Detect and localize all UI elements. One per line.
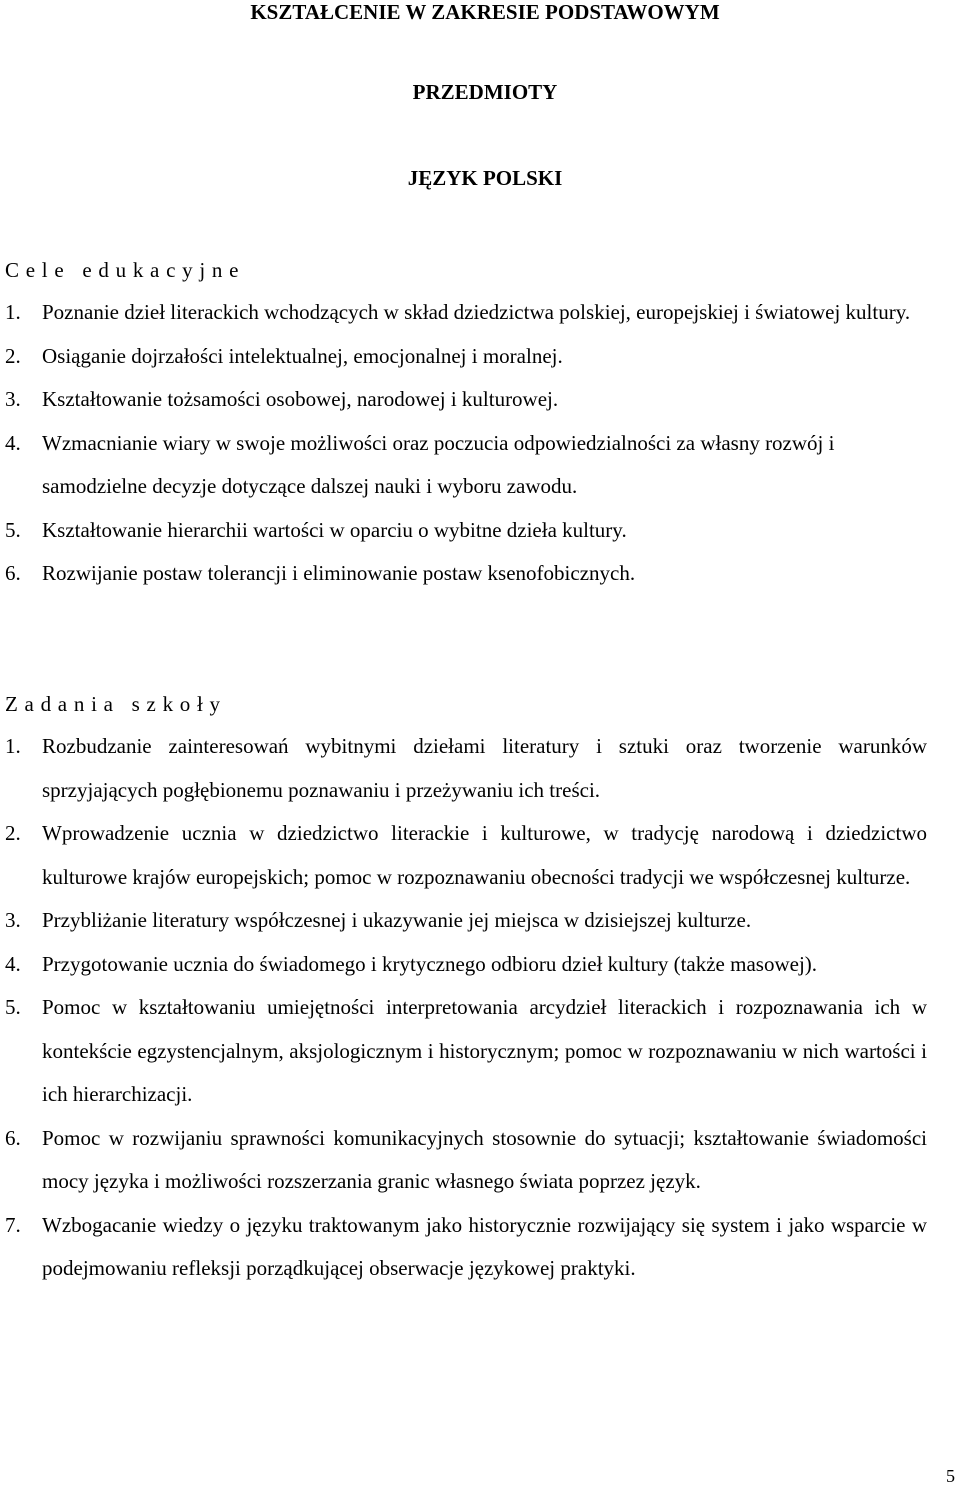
tasks-heading: Zadania szkoły bbox=[5, 692, 227, 716]
list-item bbox=[5, 725, 927, 812]
subtitle: PRZEDMIOTY bbox=[412, 80, 558, 104]
list-item bbox=[5, 552, 927, 596]
goals-heading: Cele edukacyjne bbox=[5, 258, 246, 282]
tasks-list bbox=[5, 725, 927, 1291]
item-text: Przybliżanie literatury współczesnej i ukazywanie jej miejsca w dzisiejszej kulturze. bbox=[42, 908, 752, 932]
list-item bbox=[5, 899, 927, 943]
list-item bbox=[5, 1117, 927, 1204]
list-item bbox=[5, 335, 927, 379]
item-text: Rozwijanie postaw tolerancji i eliminowanie postaw ksenofobicznych. bbox=[42, 561, 636, 585]
item-number: 3. bbox=[5, 387, 21, 411]
item-number: 2. bbox=[5, 821, 21, 845]
list-item bbox=[5, 812, 927, 899]
item-number: 6. bbox=[5, 561, 21, 585]
item-text: Kształtowanie hierarchii wartości w oparciu o wybitne dzieła kultury. bbox=[42, 517, 627, 542]
goals-list bbox=[5, 291, 927, 596]
item-number: 3. bbox=[5, 908, 21, 932]
item-number: 7. bbox=[5, 1212, 21, 1237]
list-item bbox=[5, 943, 927, 987]
item-text: Pomoc w kształtowaniu umiejętności interpretowania arcydzieł literackich i rozpoznawania ich w kontekście egzystencjalnym, aksjologicznym i historycznym; pomoc w rozpoznawaniu w nich wartości i ich hierarchizacji. bbox=[42, 995, 927, 1106]
item-text: Poznanie dzieł literackich wchodzących w skład dziedzictwa polskiej, europejskiej i światowej kultury. bbox=[42, 300, 911, 324]
item-text: Rozbudzanie zainteresowań wybitnymi dziełami literatury i sztuki oraz tworzenie warunków sprzyjających pogłębionemu poznawaniu i przeżywaniu ich treści. bbox=[42, 734, 927, 802]
main-title: KSZTAŁCENIE W ZAKRESIE PODSTAWOWYM bbox=[250, 0, 720, 24]
item-number: 1. bbox=[5, 300, 21, 324]
item-text: Wzbogacanie wiedzy o języku traktowanym jako historycznie rozwijający się system i jako wsparcie w podejmowaniu refleksji porządkującej obserwacje językowej praktyki. bbox=[42, 1212, 927, 1280]
list-item bbox=[5, 1204, 927, 1291]
item-number: 2. bbox=[5, 343, 21, 368]
item-text: Kształtowanie tożsamości osobowej, narodowej i kulturowej. bbox=[42, 387, 559, 411]
subject-title: JĘZYK POLSKI bbox=[407, 166, 563, 190]
list-item bbox=[5, 378, 927, 422]
item-number: 1. bbox=[5, 734, 21, 758]
page-number: 5 bbox=[946, 1466, 955, 1486]
item-number: 5. bbox=[5, 995, 21, 1019]
item-text: Przygotowanie ucznia do świadomego i krytycznego odbioru dzieł kultury (także masowej). bbox=[42, 951, 818, 976]
item-number: 6. bbox=[5, 1125, 21, 1150]
item-text: Pomoc w rozwijaniu sprawności komunikacyjnych stosownie do sytuacji; kształtowanie świadomości mocy języka i możliwości rozszerzania granic własnego świata poprzez język. bbox=[42, 1125, 927, 1193]
item-text: Osiąganie dojrzałości intelektualnej, emocjonalnej i moralnej. bbox=[42, 343, 563, 368]
list-item bbox=[5, 986, 927, 1117]
list-item bbox=[5, 509, 927, 553]
item-text: Wzmacnianie wiary w swoje możliwości oraz poczucia odpowiedzialności za własny rozwój i samodzielne decyzje dotyczące dalszej nauki i wyboru zawodu. bbox=[42, 430, 835, 498]
item-number: 5. bbox=[5, 517, 21, 542]
item-number: 4. bbox=[5, 951, 21, 976]
list-item bbox=[5, 291, 927, 335]
item-number: 4. bbox=[5, 430, 21, 455]
item-text: Wprowadzenie ucznia w dziedzictwo literackie i kulturowe, w tradycję narodową i dziedzictwo kulturowe krajów europejskich; pomoc w rozpoznawaniu obecności tradycji we współczesnej kulturze. bbox=[42, 821, 927, 889]
list-item bbox=[5, 422, 927, 509]
